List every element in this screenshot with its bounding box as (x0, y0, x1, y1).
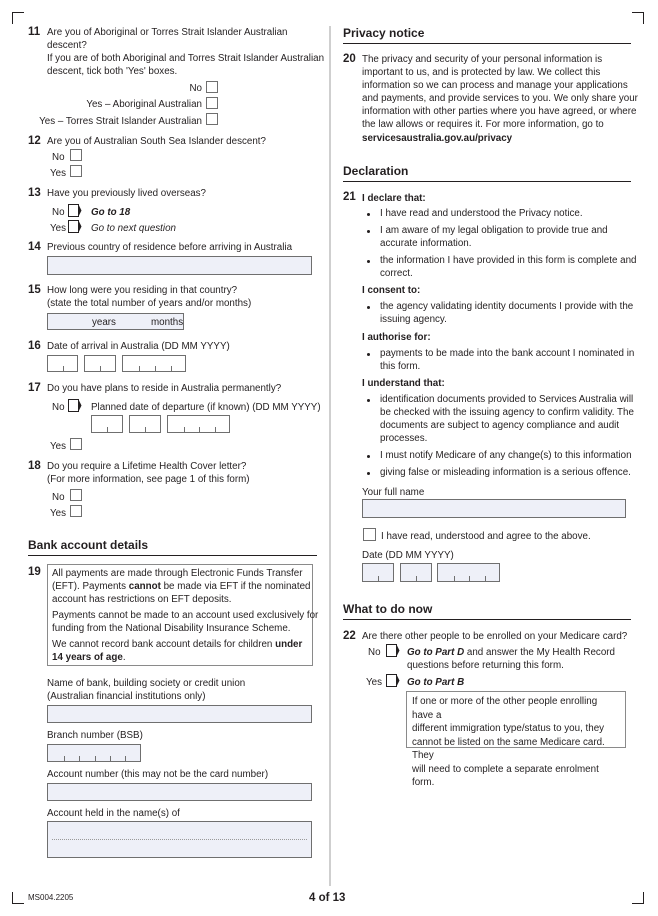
months-label: months (151, 317, 184, 328)
option-label: Yes (50, 168, 66, 179)
bullet (367, 260, 370, 263)
question-text: Do you have plans to reside in Australia permanently? (47, 383, 282, 394)
checkbox-yes-aboriginal[interactable] (206, 97, 218, 109)
option-label: No (368, 647, 381, 658)
section-heading: Bank account details (28, 538, 149, 552)
checkbox-arrow-no[interactable] (68, 204, 82, 217)
account-number-field[interactable] (47, 783, 312, 801)
question-number: 16 (28, 340, 41, 352)
departure-date-label: Planned date of departure (if known) (DD MM YYYY) (91, 402, 321, 413)
question-text: Are you of Aboriginal or Torres Strait Islander Australian (47, 27, 288, 38)
page-number: 4 of 13 (309, 892, 346, 904)
info-text: (EFT). Payments cannot be made via EFT if the nominated (52, 581, 311, 592)
previous-country-field[interactable] (47, 256, 312, 275)
years-label: years (92, 317, 116, 328)
agree-label: I have read, understood and agree to the above. (381, 531, 591, 542)
declaration-item: issuing agency. (380, 314, 447, 325)
crop-mark-bottom-right (632, 892, 644, 904)
full-name-field[interactable] (362, 499, 626, 518)
question-number: 13 (28, 187, 41, 199)
goto-instruction: Go to Part B (407, 677, 465, 688)
question-text: Have you previously lived overseas? (47, 188, 207, 199)
info-text: Payments cannot be made to an account used exclusively for (52, 610, 319, 621)
question-number: 18 (28, 460, 41, 472)
question-text: Are there other people to be enrolled on your Medicare card? (362, 631, 628, 642)
field-label: Name of bank, building society or credit union (47, 678, 246, 689)
checkbox-arrow-no[interactable] (386, 644, 400, 657)
section-rule (343, 619, 631, 620)
question-number: 20 (343, 53, 356, 65)
option-label: Yes (50, 508, 66, 519)
question-hint: (state the total number of years and/or months) (47, 298, 252, 309)
option-label: Yes – Torres Strait Islander Australian (39, 116, 202, 127)
crop-mark-top-left (12, 12, 24, 24)
declaration-item: identification documents provided to Services Australia will (380, 394, 634, 405)
goto-instruction: Go to 18 (91, 207, 131, 218)
checkbox-arrow-yes[interactable] (68, 220, 82, 233)
question-text: Are you of Australian South Sea Islander descent? (47, 136, 266, 147)
date-year-field[interactable] (122, 355, 186, 372)
field-label: Your full name (362, 487, 425, 498)
checkbox-yes-torres-strait[interactable] (206, 113, 218, 125)
bullet (367, 399, 370, 402)
section-heading: Privacy notice (343, 26, 425, 40)
goto-instruction: Go to Part D and answer the My Health Record (407, 647, 615, 658)
checkbox-yes[interactable] (70, 505, 82, 517)
checkbox-arrow-yes[interactable] (386, 674, 400, 687)
question-number: 22 (343, 630, 356, 642)
info-text: 14 years of age. (52, 652, 126, 663)
privacy-text: The privacy and security of your personal information is (362, 54, 603, 65)
field-label: (Australian financial institutions only) (47, 691, 206, 702)
info-text: funding from the National Disability Insurance Scheme. (52, 623, 291, 634)
info-text: account has restrictions on EFT deposits. (52, 594, 232, 605)
departure-year-field[interactable] (167, 415, 230, 433)
declaration-item: I am aware of my legal obligation to provide true and (380, 225, 608, 236)
date-day-field[interactable] (47, 355, 78, 372)
question-number: 15 (28, 284, 41, 296)
note-line: If one or more of the other people enrolling have a (412, 696, 598, 721)
declaration-item: giving false or misleading information is a serious offence. (380, 467, 631, 478)
declaration-item: be checked with the issuing agency to confirm validity. The (380, 407, 634, 418)
question-text: Do you require a Lifetime Health Cover letter? (47, 461, 247, 472)
option-label: No (52, 207, 65, 218)
info-text: We cannot record bank account details for children under (52, 639, 303, 650)
checkbox-yes[interactable] (70, 165, 82, 177)
authorise-heading: I authorise for: (362, 332, 431, 343)
column-divider (329, 26, 331, 886)
crop-mark-top-right (632, 12, 644, 24)
declaration-item: I have read and understood the Privacy notice. (380, 208, 583, 219)
understand-heading: I understand that: (362, 378, 445, 389)
consent-heading: I consent to: (362, 285, 421, 296)
checkbox-arrow-no[interactable] (68, 399, 82, 412)
bullet (367, 213, 370, 216)
section-heading: What to do now (343, 602, 433, 616)
note-line: will need to complete a separate enrolment form. (412, 763, 599, 789)
question-number: 12 (28, 135, 41, 147)
option-label: No (52, 492, 65, 503)
declaration-day-field[interactable] (362, 563, 394, 582)
section-heading: Declaration (343, 164, 409, 178)
declaration-item: the information I have provided in this form is complete and (380, 255, 637, 266)
privacy-text: and payments, and provide services to you. We only share your (362, 93, 638, 104)
agree-checkbox[interactable] (363, 528, 376, 541)
bank-name-field[interactable] (47, 705, 312, 723)
question-hint: If you are of both Aboriginal and Torres Strait Islander Australian (47, 53, 325, 64)
bullet (367, 455, 370, 458)
checkbox-no[interactable] (70, 149, 82, 161)
question-number: 11 (28, 26, 41, 38)
checkbox-no[interactable] (70, 489, 82, 501)
goto-instruction: questions before returning this form. (407, 660, 564, 671)
question-hint: descent, tick both 'Yes' boxes. (47, 66, 178, 77)
privacy-text: important to us, and is protected by law. We collect this (362, 67, 601, 78)
declare-heading: I declare that: (362, 193, 426, 204)
privacy-text: information with other parties where you have agreed, or where (362, 106, 637, 117)
form-code: MS004.2205 (28, 893, 74, 902)
question-text: descent? (47, 40, 87, 51)
option-label: No (52, 152, 65, 163)
checkbox-no[interactable] (206, 81, 218, 93)
note-line: cannot be listed on the same Medicare card. They (412, 736, 605, 762)
info-note-box (406, 691, 626, 789)
privacy-text: the law allows or requires it. For more information, go to (362, 119, 604, 130)
section-rule (343, 43, 631, 44)
departure-day-field[interactable] (91, 415, 123, 433)
question-text: Date of arrival in Australia (DD MM YYYY) (47, 341, 230, 352)
info-text: All payments are made through Electronic Funds Transfer (52, 568, 303, 579)
declaration-item: I must notify Medicare of any change(s) to this information (380, 450, 632, 461)
field-label: Account held in the name(s) of (47, 808, 180, 819)
question-number: 14 (28, 241, 41, 253)
bsb-field[interactable] (47, 744, 141, 762)
privacy-text: information so we can process and manage your applications (362, 80, 628, 91)
option-label: Yes (366, 677, 382, 688)
declaration-item: the agency validating identity documents I provide with the (380, 301, 634, 312)
bullet (367, 306, 370, 309)
question-number: 17 (28, 382, 41, 394)
field-label: Branch number (BSB) (47, 730, 143, 741)
goto-instruction: Go to next question (91, 223, 176, 234)
option-label: Yes – Aboriginal Australian (86, 99, 202, 110)
declaration-item: processes. (380, 433, 428, 444)
question-number: 21 (343, 191, 356, 203)
field-label: Date (DD MM YYYY) (362, 550, 454, 561)
option-label: Yes (50, 223, 66, 234)
declaration-month-field[interactable] (400, 563, 432, 582)
section-rule (28, 555, 317, 556)
declaration-item: this form. (380, 361, 421, 372)
declaration-item: correct. (380, 268, 413, 279)
question-text: How long were you residing in that country? (47, 285, 238, 296)
option-label: No (189, 83, 202, 94)
declaration-item: accurate information. (380, 238, 472, 249)
declaration-item: payments to be made into the bank account I nominated in (380, 348, 635, 359)
field-label: Account number (this may not be the card number) (47, 769, 269, 780)
section-rule (343, 181, 631, 182)
declaration-year-field[interactable] (437, 563, 500, 582)
departure-month-field[interactable] (129, 415, 161, 433)
account-name-field[interactable] (47, 821, 312, 858)
question-hint: (For more information, see page 1 of this form) (47, 474, 250, 485)
note-line: different immigration type/status to you, they (412, 723, 605, 735)
bullet (367, 353, 370, 356)
option-label: Yes (50, 441, 66, 452)
checkbox-yes[interactable] (70, 438, 82, 450)
question-number: 19 (28, 566, 41, 578)
declaration-item: documents are subject to agency compliance and audit (380, 420, 620, 431)
crop-mark-bottom-left (12, 892, 24, 904)
bullet (367, 472, 370, 475)
bullet (367, 230, 370, 233)
option-label: No (52, 402, 65, 413)
date-month-field[interactable] (84, 355, 116, 372)
privacy-link[interactable]: servicesaustralia.gov.au/privacy (362, 133, 513, 144)
question-text: Previous country of residence before arriving in Australia (47, 242, 293, 253)
